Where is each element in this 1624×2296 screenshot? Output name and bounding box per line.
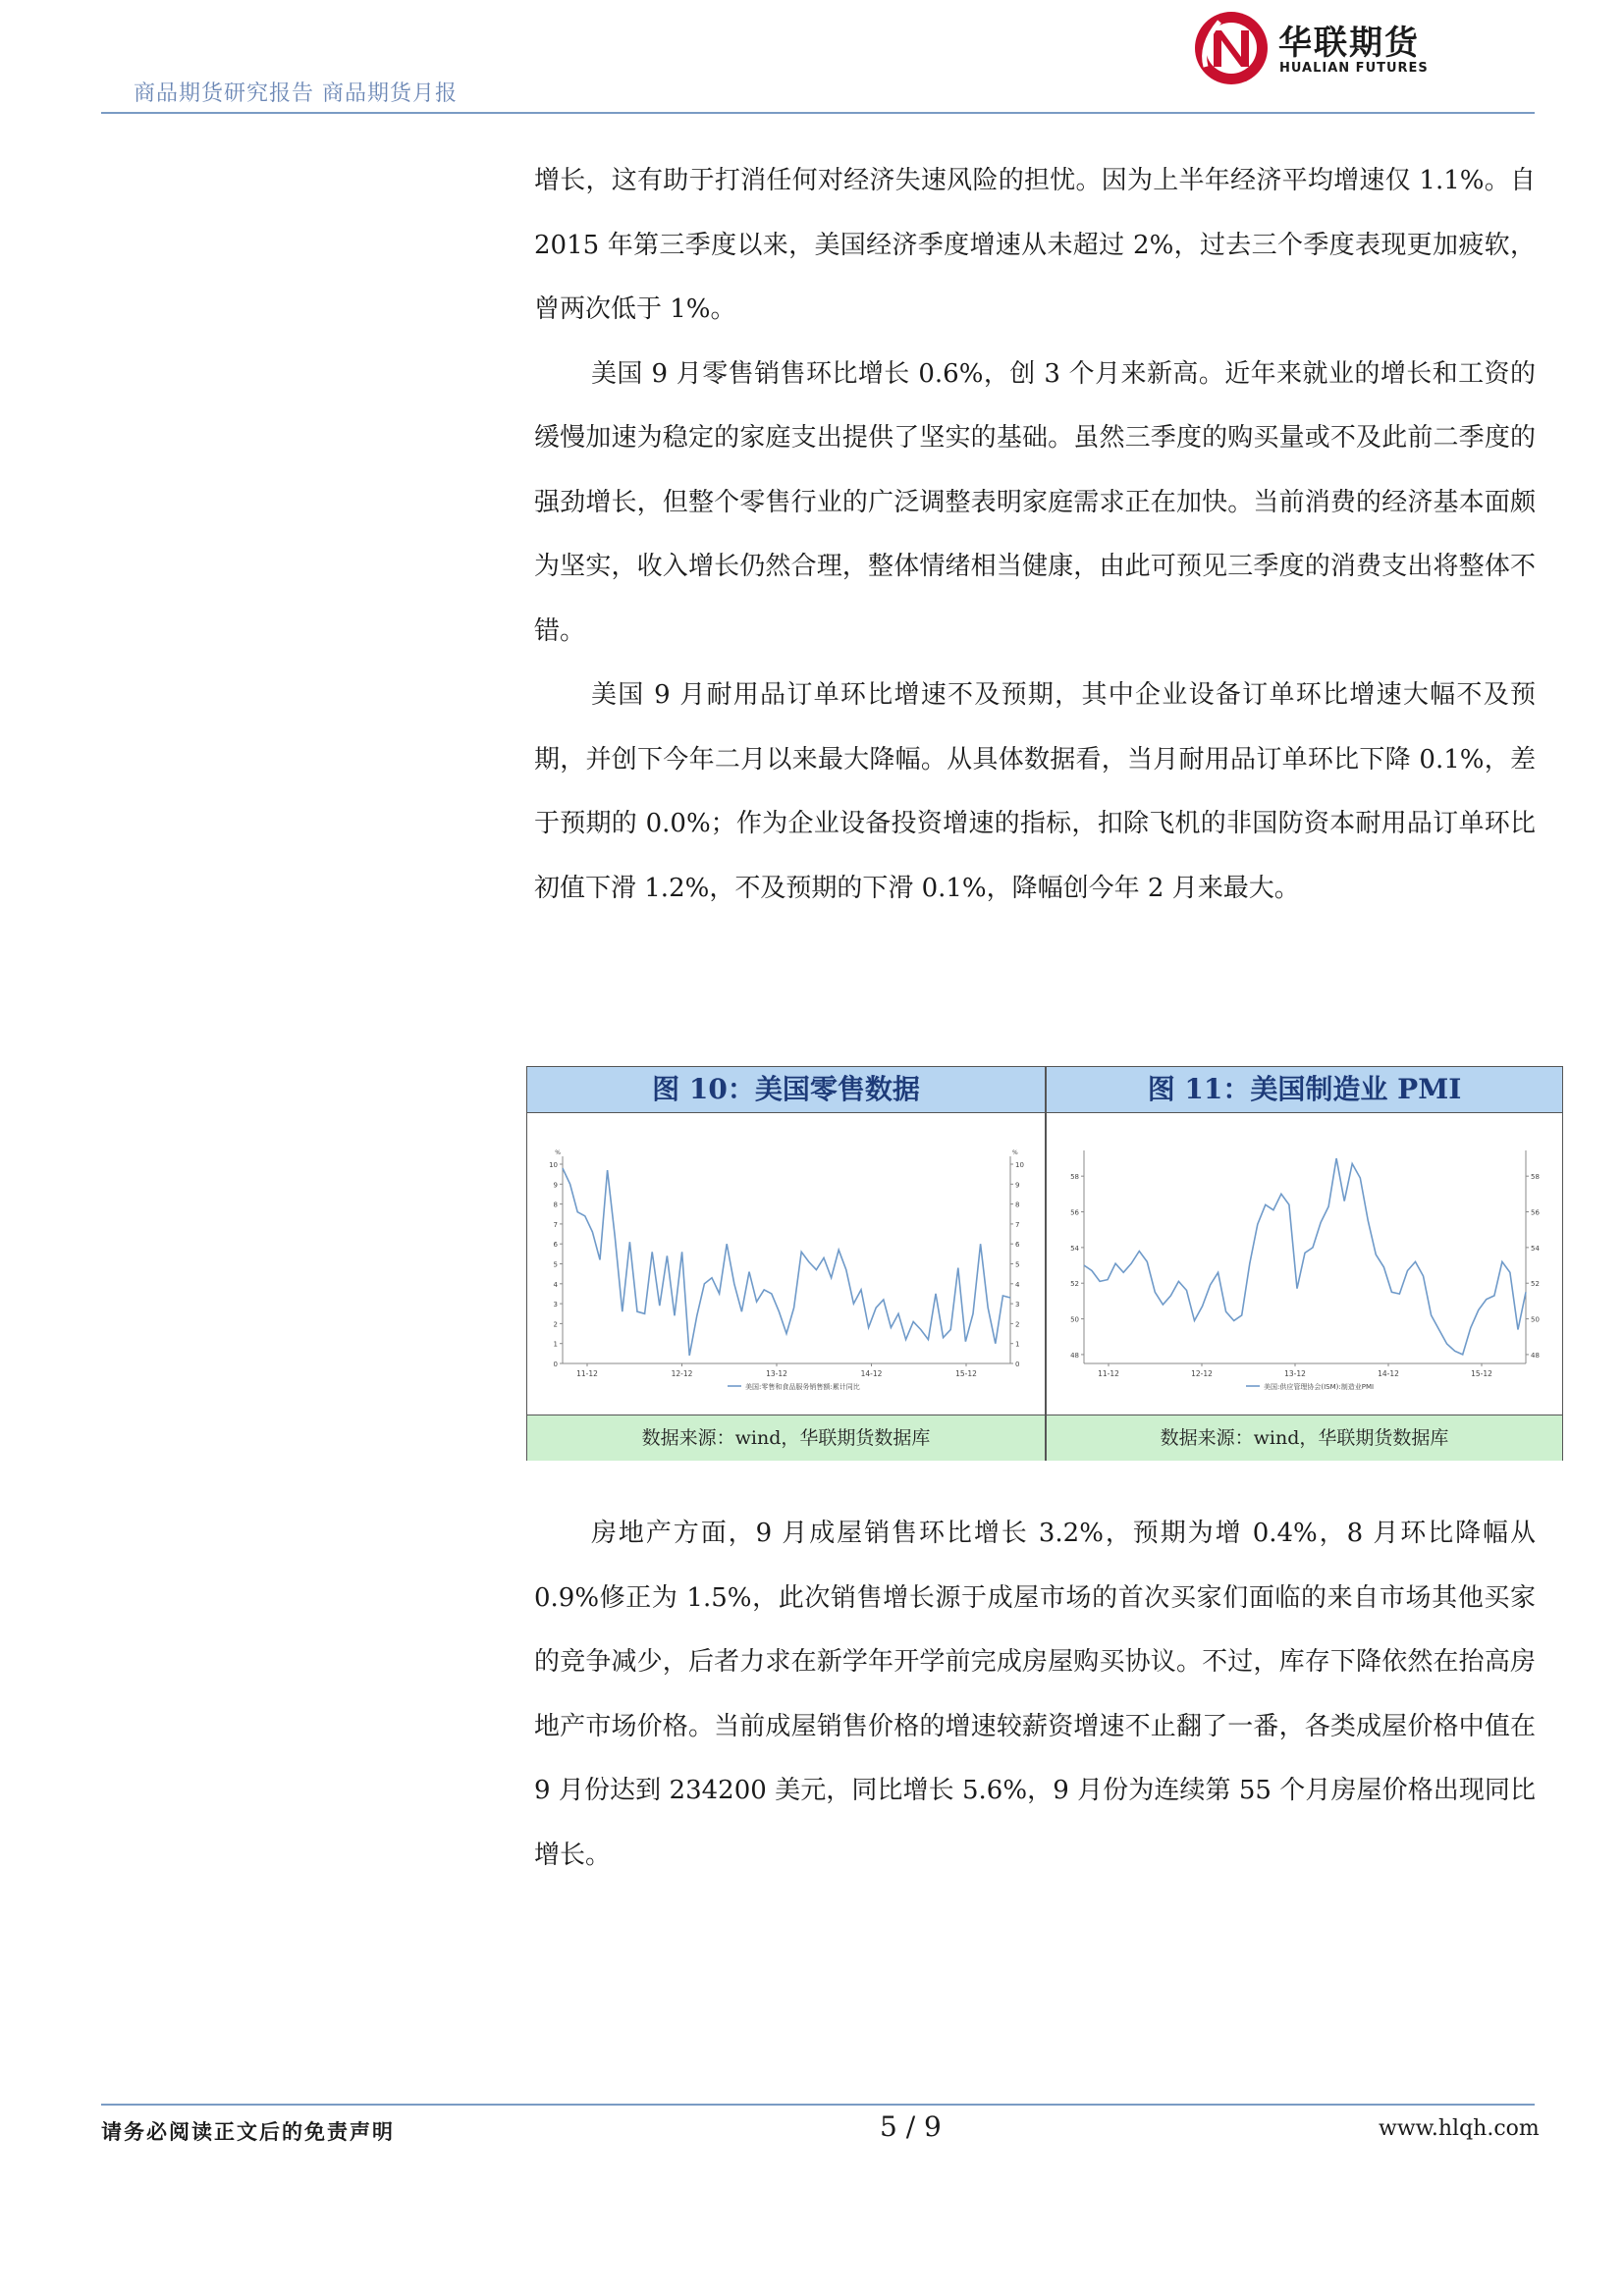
paragraph-gdp: 增长，这有助于打消任何对经济失速风险的担忧。因为上半年经济平均增速仅 1.1%。自 2015 年第三季度以来，美国经济季度增速从未超过 2%，过去三个季度表现更加疲软，曾两次低于 1%。 (534, 166, 1536, 324)
y-tick-label-right: 48 (1531, 1351, 1540, 1360)
footer-divider (101, 2104, 1535, 2106)
figure-10-source: 数据来源：wind，华联期货数据库 (527, 1415, 1045, 1461)
y-tick-label-left: 5 (553, 1260, 558, 1269)
unit-label-left: % (555, 1149, 561, 1156)
x-tick-label: 13-12 (766, 1369, 787, 1378)
y-tick-label-left: 6 (553, 1241, 558, 1250)
paragraph-retail: 美国 9 月零售销售环比增长 0.6%，创 3 个月来新高。近年来就业的增长和工资的缓慢加速为稳定的家庭支出提供了坚实的基础。虽然三季度的购买量或不及此前二季度的强劲增长，但整个零售行业的广泛调整表明家庭需求正在加快。当前消费的经济基本面颇为坚实，收入增长仍然合理，整体情绪相当健康，由此可预见三季度的消费支出将整体不错。 (534, 358, 1536, 646)
paragraph-durable-goods: 美国 9 月耐用品订单环比增速不及预期，其中企业设备订单环比增速大幅不及预期，并创下今年二月以来最大降幅。从具体数据看，当月耐用品订单环比下降 0.1%，差于预期的 0.0%；作为企业设备投资增速的指标，扣除飞机的非国防资本耐用品订单环比初值下滑 1.2%，不及预期的下滑 0.1%，降幅创今年 2 月来最大。 (534, 680, 1536, 903)
page-number: 5 / 9 (880, 2110, 942, 2143)
y-tick-label-left: 2 (553, 1320, 558, 1329)
y-tick-label-right: 3 (1015, 1301, 1020, 1309)
y-tick-label-left: 50 (1070, 1315, 1079, 1324)
header-divider (101, 112, 1535, 114)
legend-label: 美国:零售和食品服务销售额:累计同比 (745, 1383, 860, 1391)
y-tick-label-right: 56 (1531, 1208, 1540, 1217)
paragraph-block-bottom (534, 1502, 1536, 1888)
y-tick-label-right: 0 (1015, 1361, 1020, 1368)
y-tick-label-right: 4 (1015, 1280, 1020, 1289)
paragraph-housing: 房地产方面，9 月成屋销售环比增长 3.2%，预期为增 0.4%，8 月环比降幅从 0.9%修正为 1.5%，此次销售增长源于成屋市场的首次买家们面临的来自市场其他买家的竞争减少，后者力求在新学年开学前完成房屋购买协议。不过，库存下降依然在抬高房地产市场价格。当前成屋销售价格的增速较薪资增速不止翻了一番，各类成屋价格中值在 9 月份达到 234200 美元，同比增长 5.6%，9 月份为连续第 55 个月房屋价格出现同比增长。 (534, 1519, 1536, 1870)
unit-label-right: % (1012, 1149, 1018, 1156)
y-tick-label-right: 6 (1015, 1241, 1020, 1250)
figure-11-source: 数据来源：wind，华联期货数据库 (1047, 1415, 1562, 1461)
y-tick-label-left: 52 (1070, 1280, 1079, 1289)
x-tick-label: 15-12 (955, 1369, 977, 1378)
retail-sales-chart (527, 1113, 1045, 1414)
figure-10-title: 图 10：美国零售数据 (527, 1067, 1045, 1113)
company-logo (1190, 6, 1445, 90)
y-tick-label-right: 1 (1015, 1340, 1020, 1349)
x-tick-label: 12-12 (1191, 1369, 1213, 1378)
figure-table (526, 1066, 1563, 1461)
figure-11-title: 图 11：美国制造业 PMI (1047, 1067, 1562, 1113)
logo-company-subtitle: HUALIAN FUTURES (1279, 61, 1429, 76)
y-tick-label-right: 2 (1015, 1320, 1020, 1329)
y-tick-label-left: 0 (553, 1361, 558, 1368)
x-tick-label: 11-12 (576, 1369, 598, 1378)
footer-disclaimer: 请务必阅读正文后的免责声明 (101, 2119, 395, 2144)
logo-company-name: 华联期货 (1278, 24, 1420, 63)
y-tick-label-right: 50 (1531, 1315, 1540, 1324)
y-tick-label-left: 10 (549, 1161, 558, 1169)
paragraph-block-top (534, 149, 1536, 921)
y-tick-label-right: 54 (1531, 1244, 1540, 1253)
y-tick-label-right: 7 (1015, 1220, 1020, 1229)
x-tick-label: 14-12 (860, 1369, 883, 1378)
figure-10-body (527, 1113, 1045, 1414)
x-tick-label: 14-12 (1378, 1369, 1399, 1378)
series-line (1084, 1158, 1526, 1355)
manufacturing-pmi-chart (1047, 1113, 1562, 1414)
y-tick-label-left: 1 (553, 1340, 558, 1349)
x-tick-label: 13-12 (1284, 1369, 1306, 1378)
y-tick-label-left: 9 (553, 1181, 558, 1190)
x-tick-label: 12-12 (671, 1369, 693, 1378)
y-tick-label-right: 9 (1015, 1181, 1020, 1190)
y-tick-label-left: 48 (1070, 1351, 1079, 1360)
y-tick-label-right: 52 (1531, 1280, 1540, 1289)
y-tick-label-left: 3 (553, 1301, 558, 1309)
x-tick-label: 11-12 (1098, 1369, 1119, 1378)
y-tick-label-left: 8 (553, 1201, 558, 1209)
figure-column-divider (1045, 1067, 1047, 1460)
y-tick-label-left: 56 (1070, 1208, 1079, 1217)
y-tick-label-left: 58 (1070, 1173, 1079, 1182)
y-tick-label-right: 5 (1015, 1260, 1020, 1269)
y-tick-label-right: 10 (1015, 1161, 1024, 1169)
figure-11-body (1047, 1113, 1562, 1414)
y-tick-label-left: 7 (553, 1220, 558, 1229)
logo-emblem-icon (1190, 6, 1274, 90)
series-line (563, 1168, 1010, 1356)
y-tick-label-left: 4 (553, 1280, 558, 1289)
x-tick-label: 15-12 (1471, 1369, 1492, 1378)
y-tick-label-right: 8 (1015, 1201, 1020, 1209)
legend-label: 美国:供应管理协会(ISM):制造业PMI (1264, 1383, 1375, 1391)
y-tick-label-right: 58 (1531, 1173, 1540, 1182)
footer-website: www.hlqh.com (1379, 2116, 1540, 2141)
y-tick-label-left: 54 (1070, 1244, 1079, 1253)
report-header-title: 商品期货研究报告 商品期货月报 (134, 81, 458, 106)
